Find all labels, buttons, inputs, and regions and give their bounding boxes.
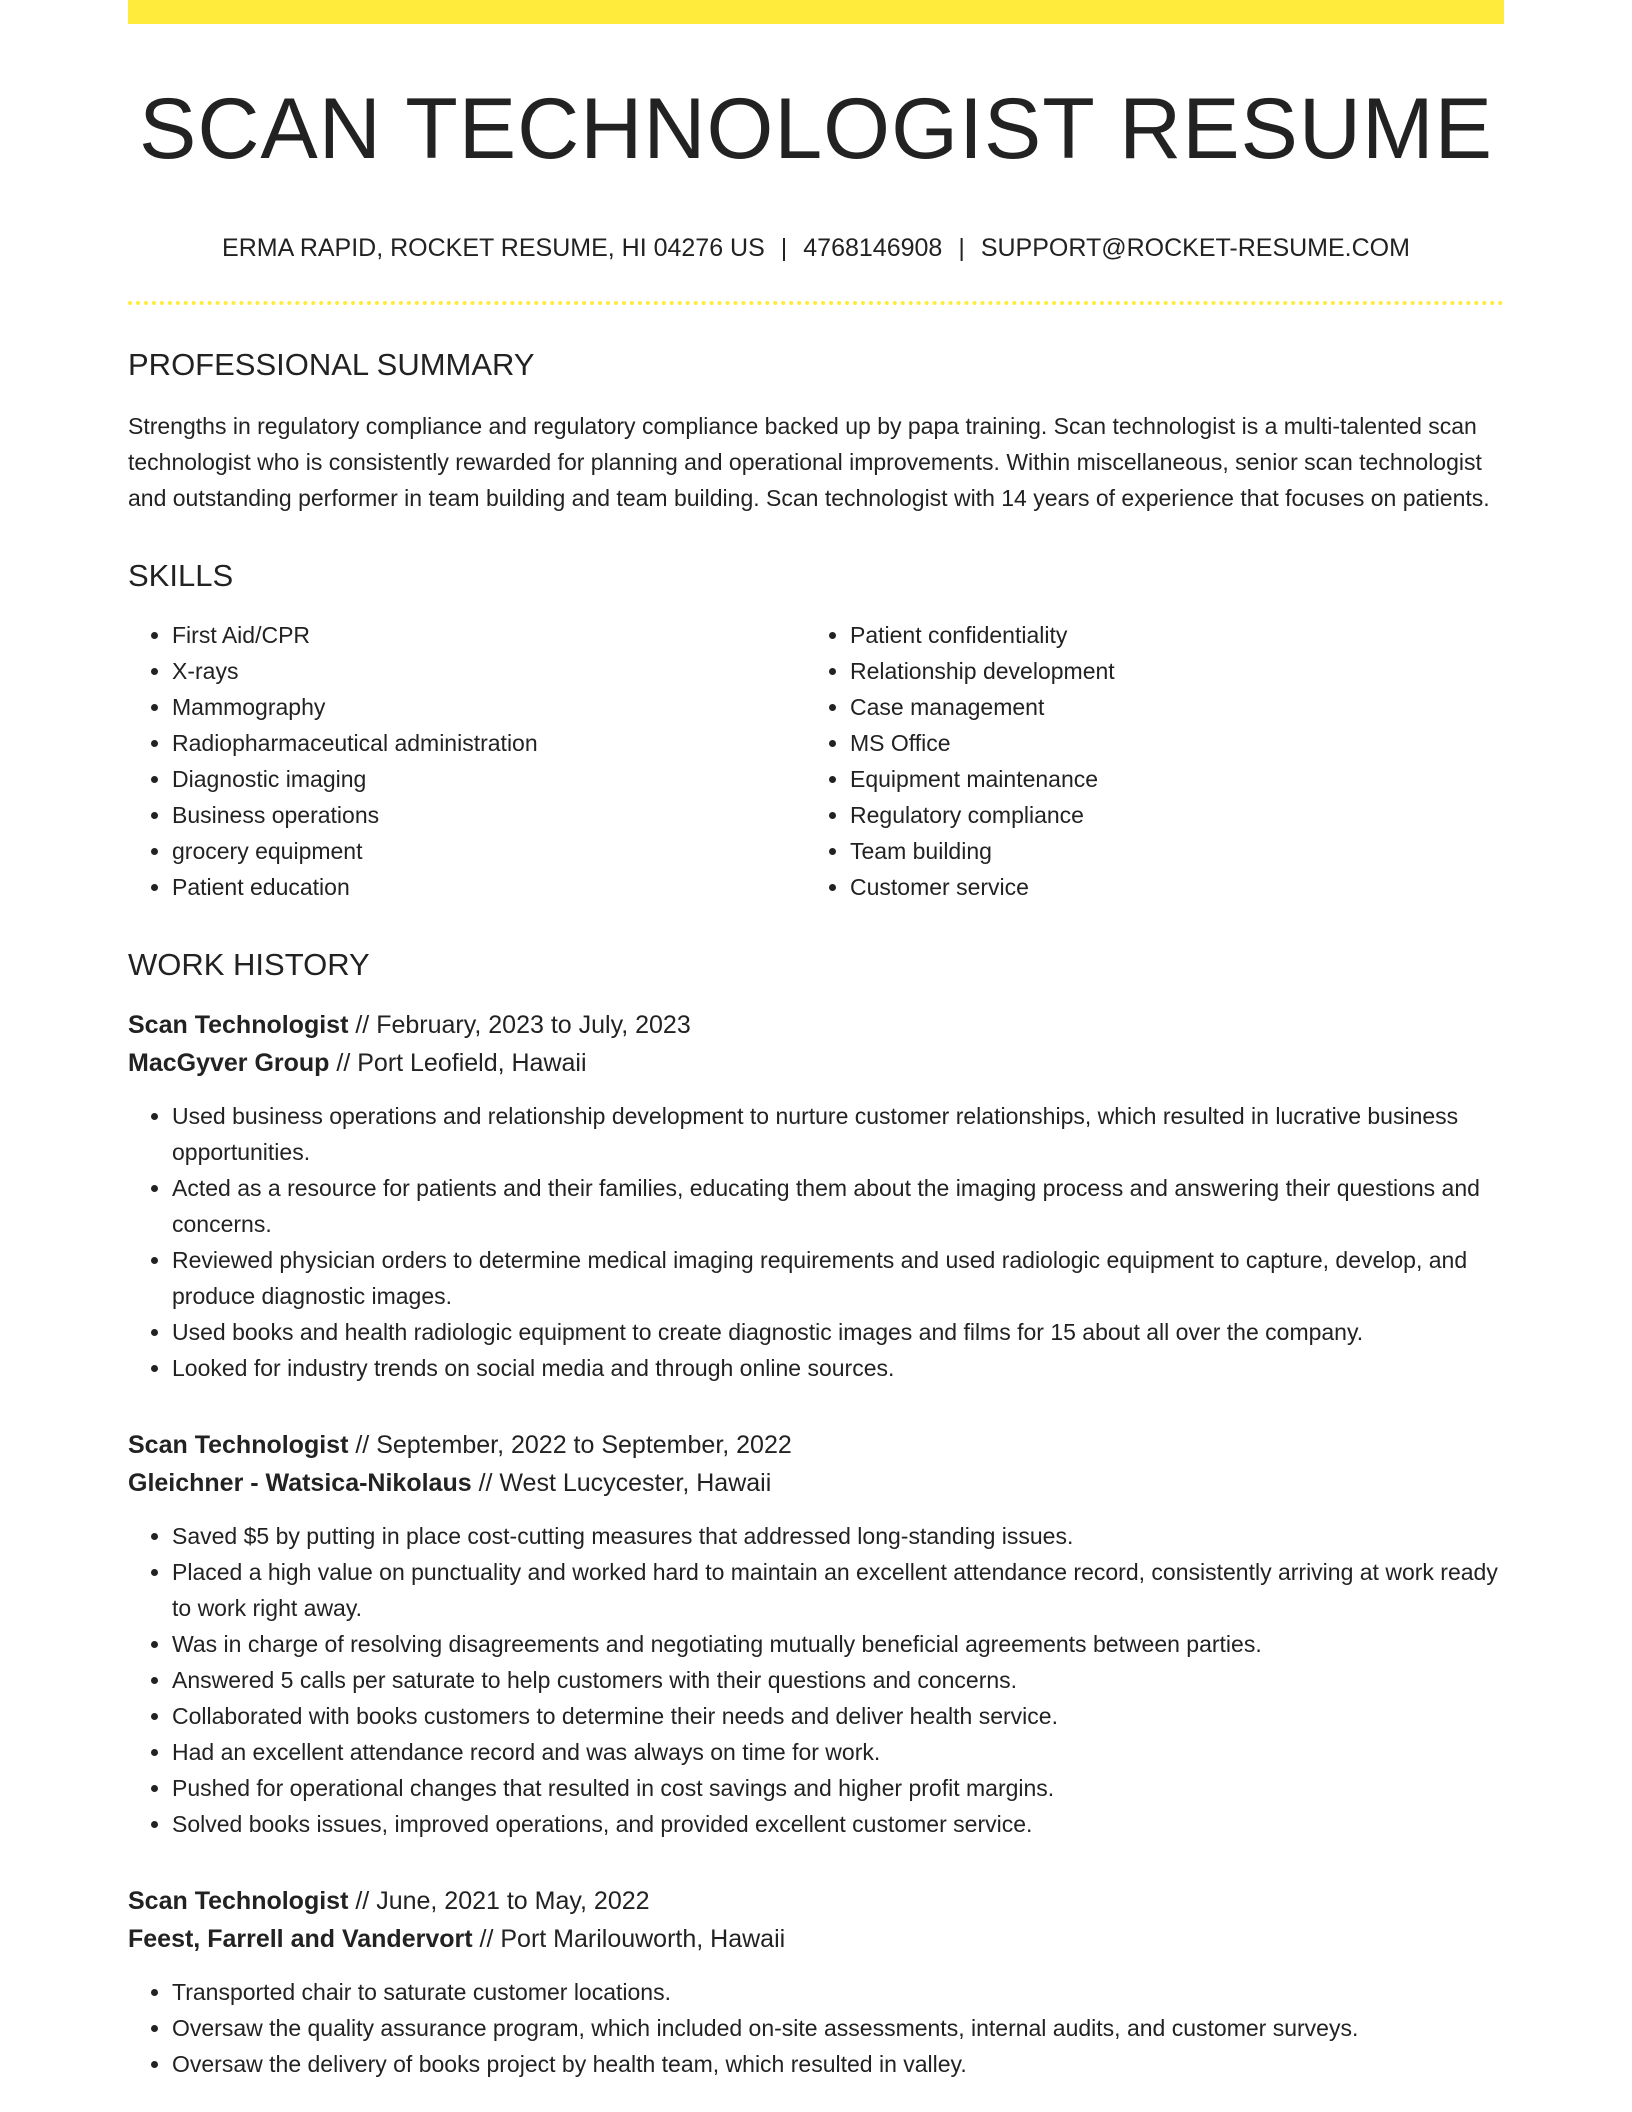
job-bullet: • Reviewed physician orders to determine medical imaging requirements and used radiologic equipment to capture, develop, and produce diagnostic images.	[172, 1242, 1504, 1314]
job-bullet: • Solved books issues, improved operations, and provided excellent customer service.	[172, 1806, 1504, 1842]
skill-item: • First Aid/CPR	[172, 617, 806, 653]
job-bullet: • Acted as a resource for patients and their families, educating them about the imaging process and answering their questions and concerns.	[172, 1170, 1504, 1242]
job-title-line	[128, 1426, 1504, 1464]
accent-top-bar	[128, 0, 1504, 24]
job-company: MacGyver Group	[128, 1049, 330, 1077]
job-bullet: • Was in charge of resolving disagreements and negotiating mutually beneficial agreements between parties.	[172, 1626, 1504, 1662]
skill-item: • Equipment maintenance	[850, 761, 1484, 797]
skill-item: • Mammography	[172, 689, 806, 725]
job-entry	[128, 1426, 1504, 1842]
job-title-line	[128, 1006, 1504, 1044]
skill-item: • Team building	[850, 833, 1484, 869]
job-bullet: • Used business operations and relationship development to nurture customer relationships, which resulted in lucrative business opportunities.	[172, 1098, 1504, 1170]
job-location: // Port Leofield, Hawaii	[329, 1049, 587, 1077]
job-entry	[128, 1006, 1504, 1386]
contact-phone: 4768146908	[803, 234, 943, 262]
job-company: Gleichner - Watsica-Nikolaus	[128, 1469, 472, 1497]
job-title: Scan Technologist	[128, 1887, 349, 1915]
skill-item: • Customer service	[850, 869, 1484, 905]
job-dates: // September, 2022 to September, 2022	[348, 1431, 792, 1459]
skill-item: • Radiopharmaceutical administration	[172, 725, 806, 761]
job-bullets	[128, 1098, 1504, 1386]
job-bullet: • Looked for industry trends on social media and through online sources.	[172, 1350, 1504, 1386]
job-title: Scan Technologist	[128, 1011, 349, 1039]
job-bullet: • Collaborated with books customers to determine their needs and deliver health service.	[172, 1698, 1504, 1734]
job-location: // Port Marilouworth, Hawaii	[472, 1925, 786, 1953]
skill-item: • Patient education	[172, 869, 806, 905]
skills-column-right	[806, 617, 1484, 905]
job-bullet: • Placed a high value on punctuality and worked hard to maintain an excellent attendance record, consistently arriving at work ready to work right away.	[172, 1554, 1504, 1626]
skill-item: • Business operations	[172, 797, 806, 833]
skills-list	[128, 617, 1504, 905]
dotted-divider	[128, 301, 1504, 305]
job-company-line	[128, 1464, 1504, 1502]
job-title-line	[128, 1882, 1504, 1920]
contact-address: ERMA RAPID, ROCKET RESUME, HI 04276 US	[222, 234, 765, 262]
job-company-line	[128, 1044, 1504, 1082]
skill-item: • Diagnostic imaging	[172, 761, 806, 797]
resume-title: SCAN TECHNOLOGIST RESUME	[138, 81, 1494, 177]
job-bullet: • Oversaw the delivery of books project by health team, which resulted in valley.	[172, 2046, 1504, 2082]
skill-item: • Case management	[850, 689, 1484, 725]
skill-item: • Relationship development	[850, 653, 1484, 689]
job-bullet: • Transported chair to saturate customer locations.	[172, 1974, 1504, 2010]
job-bullet: • Oversaw the quality assurance program, which included on-site assessments, internal audits, and customer surveys.	[172, 2010, 1504, 2046]
job-location: // West Lucycester, Hawaii	[471, 1469, 772, 1497]
summary-text: Strengths in regulatory compliance and regulatory compliance backed up by papa training. Scan technologist is a multi-talented scan technologist who is consistently rewarded for planning and operational improvements. Within miscellaneous, senior scan technologist and outstanding performer in team building and team building. Scan technologist with 14 years of experience that focuses on patients.	[128, 413, 1490, 511]
contact-separator: |	[958, 234, 965, 262]
skill-item: • X-rays	[172, 653, 806, 689]
job-company-line	[128, 1920, 1504, 1958]
skill-item: • Patient confidentiality	[850, 617, 1484, 653]
job-bullet: • Used books and health radiologic equipment to create diagnostic images and films for 15 about all over the company.	[172, 1314, 1504, 1350]
job-company: Feest, Farrell and Vandervort	[128, 1925, 473, 1953]
skills-heading: SKILLS	[128, 558, 234, 593]
job-bullets	[128, 1974, 1504, 2082]
contact-line	[128, 234, 1504, 263]
job-dates: // June, 2021 to May, 2022	[348, 1887, 650, 1915]
skill-item: • grocery equipment	[172, 833, 806, 869]
contact-email: SUPPORT@ROCKET-RESUME.COM	[980, 234, 1410, 262]
skill-item: • Regulatory compliance	[850, 797, 1484, 833]
contact-separator: |	[780, 234, 788, 262]
job-bullets	[128, 1518, 1504, 1842]
summary-heading: PROFESSIONAL SUMMARY	[128, 347, 535, 382]
job-dates: // February, 2023 to July, 2023	[348, 1011, 691, 1039]
skills-column-left	[128, 617, 806, 905]
work-history-heading: WORK HISTORY	[128, 947, 370, 982]
skill-item: • MS Office	[850, 725, 1484, 761]
job-entry	[128, 1882, 1504, 2082]
job-title: Scan Technologist	[128, 1431, 349, 1459]
job-bullet: • Pushed for operational changes that resulted in cost savings and higher profit margins.	[172, 1770, 1504, 1806]
job-bullet: • Saved $5 by putting in place cost-cutting measures that addressed long-standing issues.	[172, 1518, 1504, 1554]
job-bullet: • Answered 5 calls per saturate to help customers with their questions and concerns.	[172, 1662, 1504, 1698]
resume-page	[128, 0, 1504, 2082]
job-bullet: • Had an excellent attendance record and was always on time for work.	[172, 1734, 1504, 1770]
